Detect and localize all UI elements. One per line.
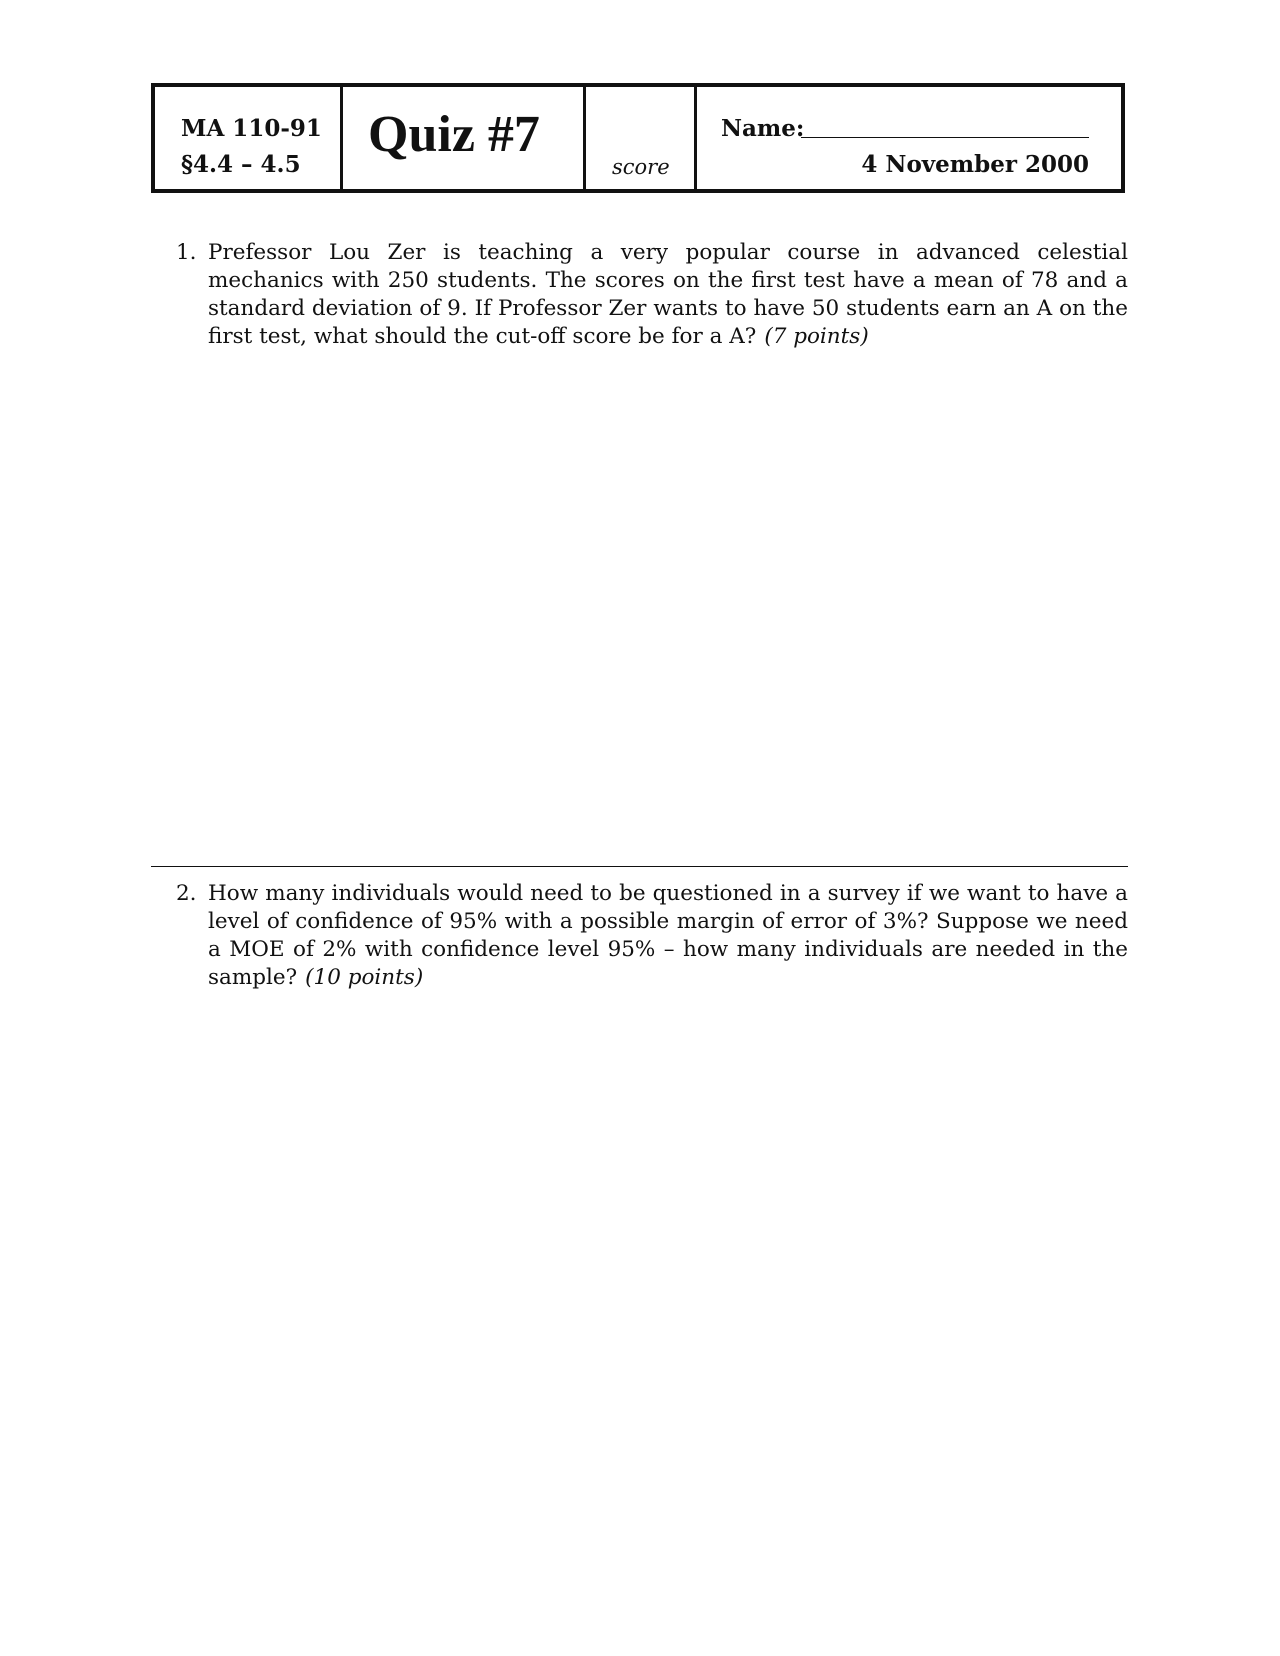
question-divider [151, 866, 1128, 867]
name-label: Name: [721, 115, 805, 142]
question-text: Prefessor Lou Zer is teaching a very popular course in advanced celestial mechanics with 250 students. The scores on the first test have a mean of 78 and a standard deviation of 9. If Professor Zer wants to have 50 students earn an A on the first test, what should the cut-off score be for a A? [208, 240, 1128, 349]
quiz-date: 4 November 2000 [861, 151, 1089, 178]
question-text: How many individuals would need to be questioned in a survey if we want to have a level of confidence of 95% with a possible margin of error of 3%? Suppose we need a MOE of 2% with confidence level 95% – how many individuals are needed in the sample? [208, 881, 1128, 990]
name-date-cell [694, 87, 1121, 189]
quiz-header-table [151, 83, 1125, 193]
score-cell [583, 87, 694, 189]
question-number: 1. [176, 240, 197, 265]
course-cell [155, 87, 340, 189]
course-sections: §4.4 – 4.5 [181, 151, 301, 178]
question-text-block [208, 880, 1128, 992]
course-code: MA 110-91 [181, 115, 322, 142]
quiz-title: Quiz #7 [368, 106, 540, 163]
question-points: (7 points) [764, 324, 869, 349]
question-2 [176, 880, 1128, 992]
title-cell [340, 87, 583, 189]
question-number: 2. [176, 881, 197, 906]
name-blank-line [801, 137, 1089, 138]
question-points: (10 points) [305, 965, 424, 990]
score-label: score [612, 155, 670, 179]
question-1 [176, 239, 1128, 351]
question-text-block [208, 239, 1128, 351]
